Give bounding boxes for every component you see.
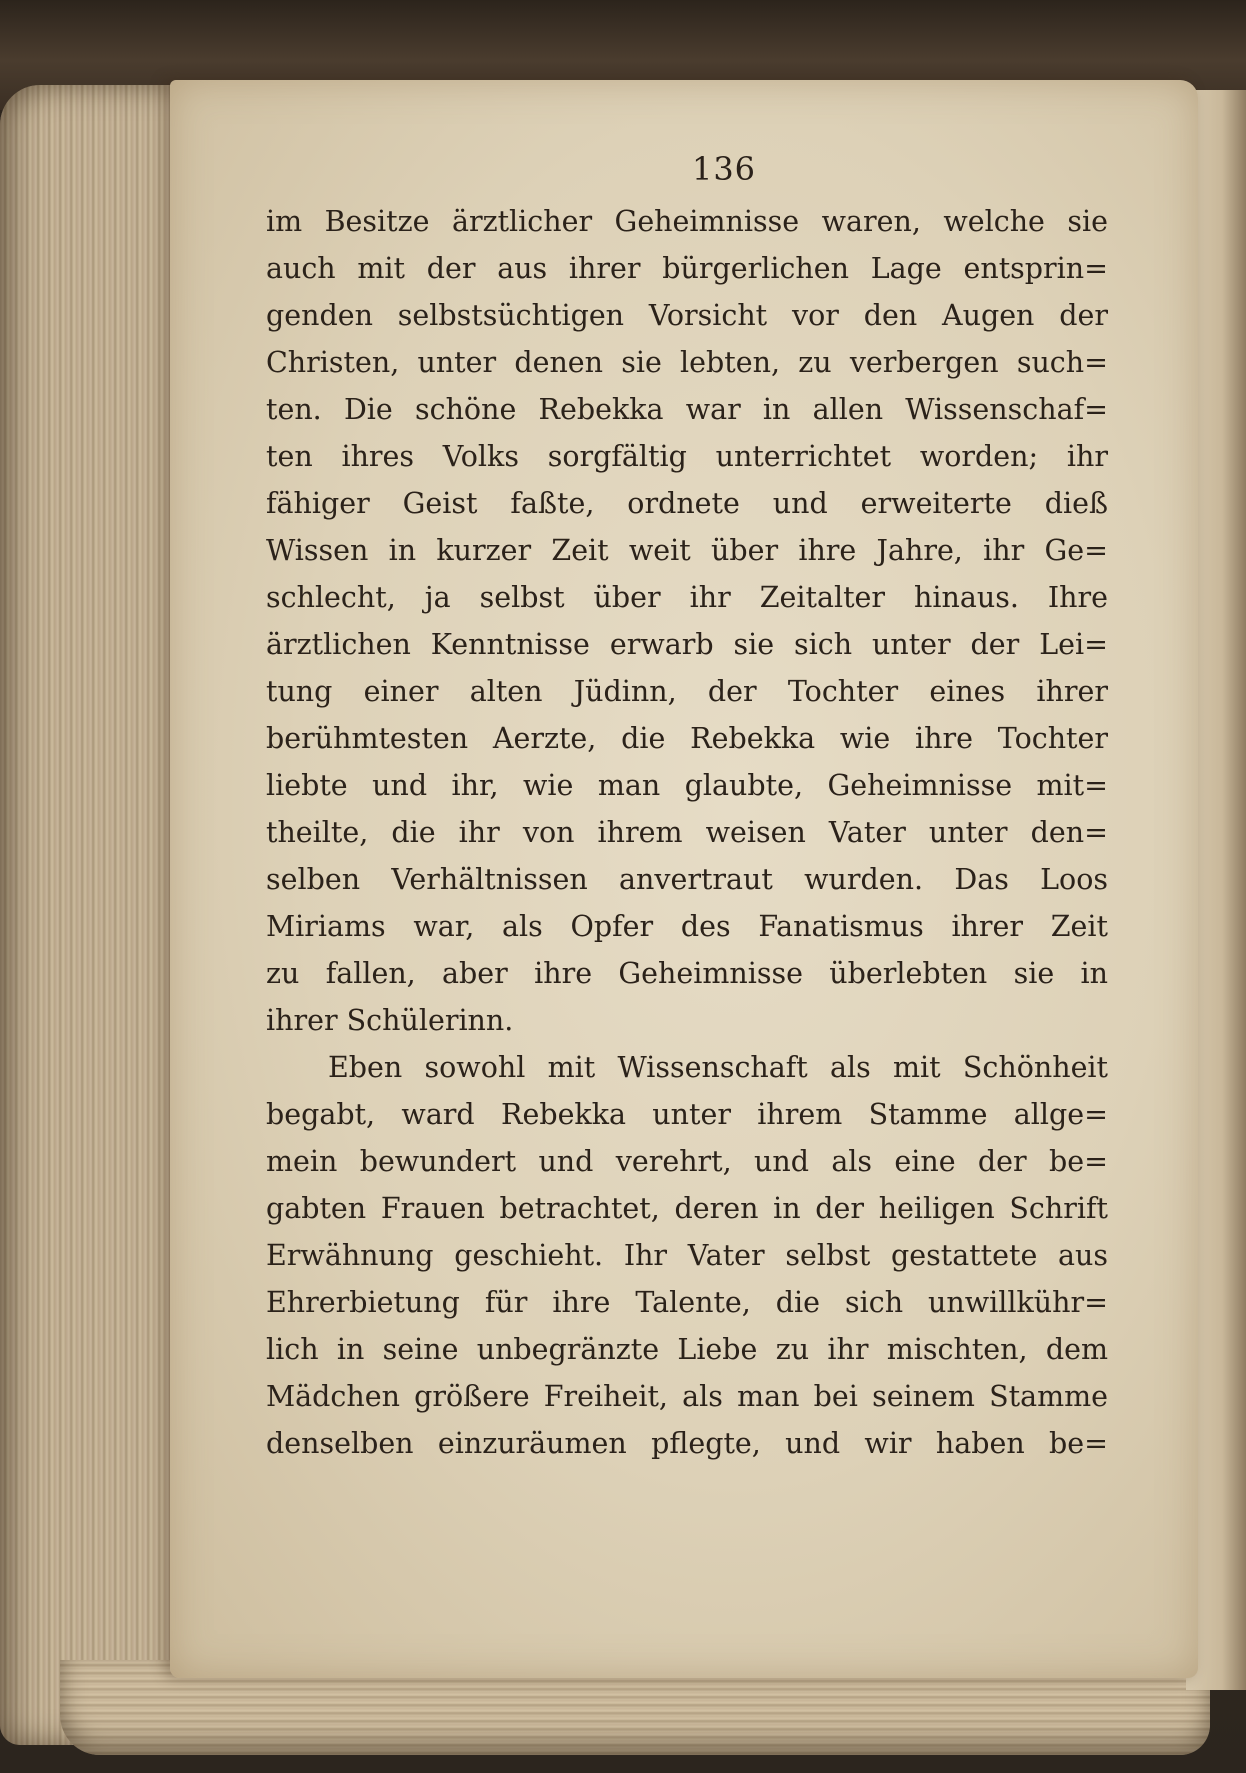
text-line: Mädchen größere Freiheit, als man bei seinem Stamme (266, 1380, 1108, 1413)
paragraph-end-line: ihrer Schülerinn. (266, 1004, 514, 1037)
text-line: Miriams war, als Opfer des Fanatismus ihrer Zeit (266, 910, 1108, 943)
text-line: theilte, die ihr von ihrem weisen Vater unter den= (266, 816, 1108, 849)
text-line: ärztlichen Kenntnisse erwarb sie sich unter der Lei= (266, 628, 1108, 661)
body-text (266, 198, 1108, 1467)
text-line: fähiger Geist faßte, ordnete und erweiterte dieß (266, 487, 1108, 520)
text-line: selben Verhältnissen anvertraut wurden. Das Loos (266, 863, 1108, 896)
text-line: gabten Frauen betrachtet, deren in der heiligen Schrift (266, 1192, 1108, 1225)
text-line: Christen, unter denen sie lebten, zu verbergen such= (266, 346, 1108, 379)
text-line: auch mit der aus ihrer bürgerlichen Lage entsprin= (266, 252, 1108, 285)
text-line: lich in seine unbegränzte Liebe zu ihr mischten, dem (266, 1333, 1108, 1366)
page-number: 136 (691, 150, 757, 188)
text-line: schlecht, ja selbst über ihr Zeitalter hinaus. Ihre (266, 581, 1108, 614)
text-line: zu fallen, aber ihre Geheimnisse überlebten sie in (266, 957, 1108, 990)
text-line: begabt, ward Rebekka unter ihrem Stamme allge= (266, 1098, 1108, 1131)
text-line: Erwähnung geschieht. Ihr Vater selbst gestattete aus (266, 1239, 1108, 1272)
text-line: ten. Die schöne Rebekka war in allen Wissenschaf= (266, 393, 1108, 426)
text-line: Ehrerbietung für ihre Talente, die sich unwillkühr= (266, 1286, 1108, 1319)
text-line: berühmtesten Aerzte, die Rebekka wie ihre Tochter (266, 722, 1108, 755)
text-line: mein bewundert und verehrt, und als eine der be= (266, 1145, 1108, 1178)
book-page (170, 80, 1198, 1678)
text-line: Wissen in kurzer Zeit weit über ihre Jahre, ihr Ge= (266, 534, 1108, 567)
text-line: tung einer alten Jüdinn, der Tochter eines ihrer (266, 675, 1108, 708)
text-line: denselben einzuräumen pflegte, und wir haben be= (266, 1427, 1108, 1460)
text-line: liebte und ihr, wie man glaubte, Geheimnisse mit= (266, 769, 1108, 802)
text-line: ten ihres Volks sorgfältig unterrichtet worden; ihr (266, 440, 1108, 473)
text-line: im Besitze ärztlicher Geheimnisse waren, welche sie (266, 205, 1108, 238)
paragraph-start-line: Eben sowohl mit Wissenschaft als mit Schönheit (328, 1051, 1108, 1084)
text-line: genden selbstsüchtigen Vorsicht vor den Augen der (266, 299, 1108, 332)
